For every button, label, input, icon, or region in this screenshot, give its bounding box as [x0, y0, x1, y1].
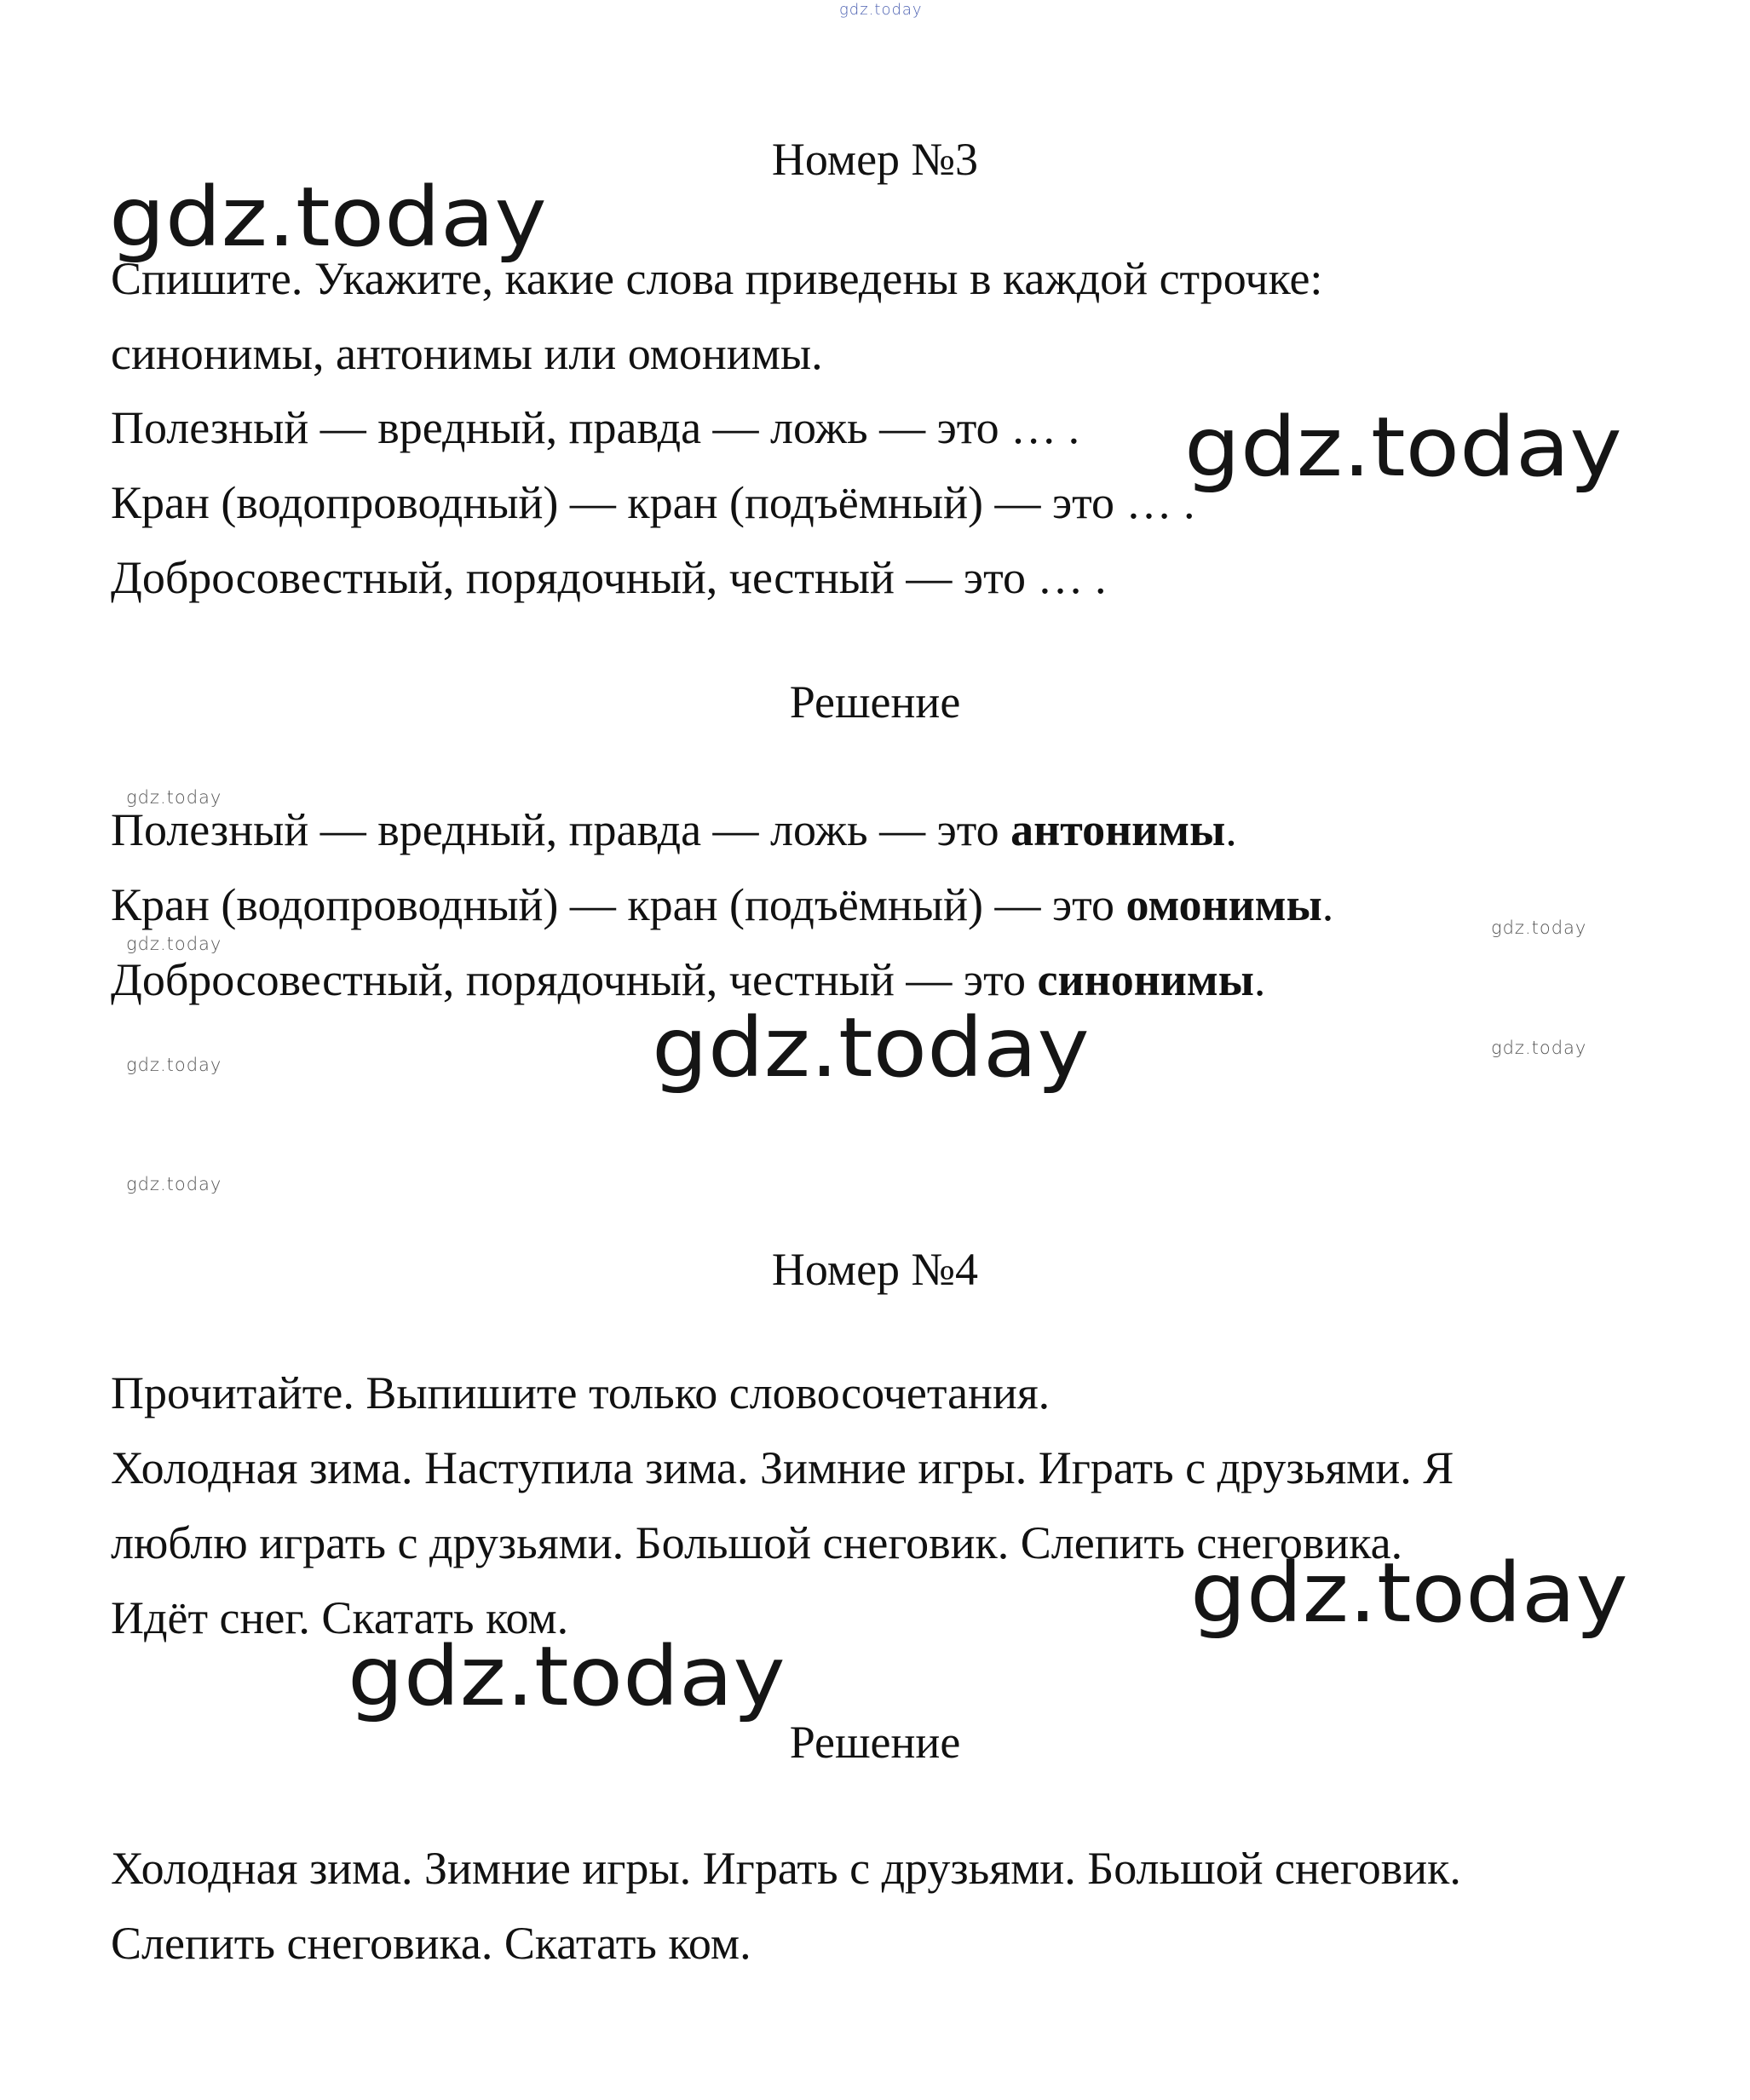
task3-title: Номер №3: [771, 134, 979, 185]
watermark-large-1: gdz.today: [109, 170, 547, 265]
answer-2-term: омонимы: [1125, 879, 1322, 930]
watermark-top: gdz.today: [839, 1, 923, 19]
task4-line-2: Холодная зима. Наступила зима. Зимние игры. Играть с друзьями. Я: [111, 1442, 1454, 1493]
answer-1-text: Полезный — вредный, правда — ложь — это: [111, 804, 1011, 855]
answer-1-term: антонимы: [1010, 804, 1226, 855]
task4-line-3: люблю играть с друзьями. Большой снеговик. Слепить снеговика.: [111, 1517, 1403, 1568]
answer-3-text: Добросовестный, порядочный, честный — это: [111, 954, 1038, 1005]
watermark-small-6: gdz.today: [126, 1174, 222, 1194]
watermark-small-4: gdz.today: [1491, 1038, 1587, 1058]
task4-line-4: Идёт снег. Скатать ком.: [111, 1592, 569, 1643]
answer-2-period: .: [1321, 879, 1334, 930]
watermark-small-2: gdz.today: [1491, 918, 1587, 938]
task3-row-1: Полезный — вредный, правда — ложь — это … .: [111, 402, 1080, 453]
task4-solution-line-1: Холодная зима. Зимние игры. Играть с друзьями. Большой снеговик.: [111, 1843, 1461, 1894]
answer-2-text: Кран (водопроводный) — кран (подъёмный) — это: [111, 879, 1126, 930]
watermark-small-1: gdz.today: [126, 787, 222, 808]
watermark-small-3: gdz.today: [126, 934, 222, 954]
task3-row-3: Добросовестный, порядочный, честный — это … .: [111, 552, 1107, 603]
task4-solution-title: Решение: [789, 1717, 961, 1768]
watermark-large-4: gdz.today: [1190, 1545, 1628, 1641]
watermark-large-3: gdz.today: [652, 1000, 1090, 1096]
task3-answer-2: [111, 877, 1333, 932]
task3-answer-1: [111, 803, 1237, 857]
task4-title: Номер №4: [771, 1244, 979, 1295]
answer-3-period: .: [1253, 954, 1266, 1005]
answer-3-term: синонимы: [1037, 954, 1254, 1005]
watermark-small-5: gdz.today: [126, 1055, 222, 1075]
task3-row-2: Кран (водопроводный) — кран (подъёмный) — это … .: [111, 477, 1195, 528]
watermark-large-2: gdz.today: [1184, 400, 1622, 495]
task3-instruction-1: Спишите. Укажите, какие слова приведены в каждой строчке:: [111, 253, 1323, 304]
task4-solution-line-2: Слепить снеговика. Скатать ком.: [111, 1918, 751, 1969]
task3-instruction-2: синонимы, антонимы или омонимы.: [111, 328, 823, 379]
watermark-large-5: gdz.today: [348, 1629, 786, 1724]
task3-solution-title: Решение: [789, 676, 961, 728]
task3-answer-3: [111, 952, 1265, 1007]
answer-1-period: .: [1225, 804, 1237, 855]
task4-line-1: Прочитайте. Выпишите только словосочетания.: [111, 1367, 1051, 1418]
